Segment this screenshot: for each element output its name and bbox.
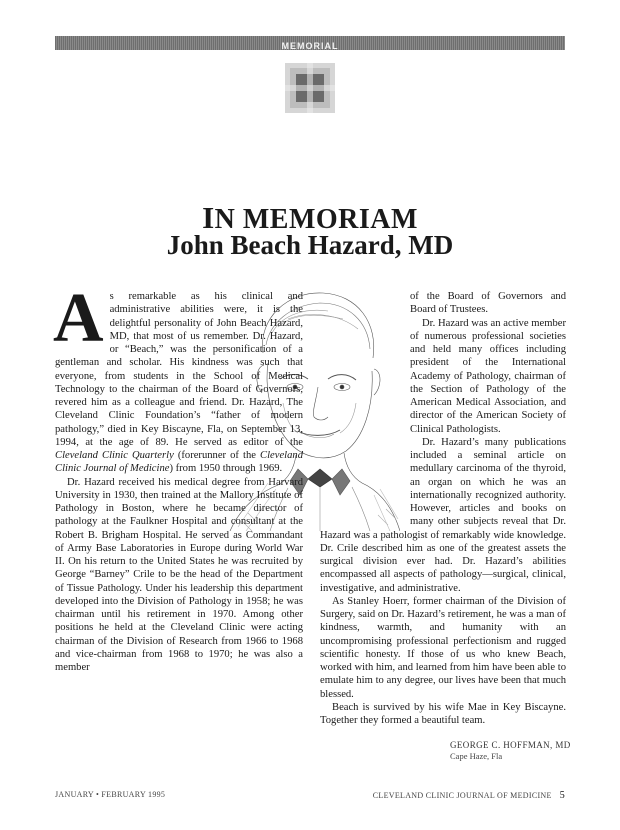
article-paragraph-2: Dr. Hazard received his medical degree from Harvard University in 1930, then trained at the Mallory Institute of Pathology in Boston, where he became director of pathology at the Faulkner Hospital and consultant at the Robert B. Brigham Hospital. He served as Commandant of Army Base Laboratories in Europe during World War II. On his return to the United States he was recruited by George “Barney” Crile to be the head of the Department of Tissue Pathology. Under his leadership this department developed into the Division of Pathology in 1958; he was chairman until his retirement in 1970. Among other positions he held at the Cleveland Clinic were acting chairman of the Division of Research from 1966 to 1968 and vice-chairman from 1968 to 1970; he was also a member (55, 476, 303, 673)
footer-journal: CLEVELAND CLINIC JOURNAL OF MEDICINE 5 (372, 790, 565, 801)
drop-cap: A (53, 280, 104, 357)
page-subtitle: John Beach Hazard, MD (166, 230, 454, 260)
footer-issue-date: JANUARY • FEBRUARY 1995 (55, 790, 166, 799)
article-paragraph-6: Beach is survived by his wife Mae in Key Biscayne. Together they formed a beautiful team. (320, 701, 566, 726)
article-paragraph-3: Dr. Hazard was an active member of numerous professional societies and held many offices including president of the International Academy of Pathology, chairman of the Section of Pathology of the American Medical Association, and director of the American Society of Clinical Pathologists. (410, 317, 566, 435)
article-paragraph-4: Dr. Hazard’s many publications included a seminal article on medullary carcinoma of the thyroid, an organ on which he was an internationally recognized authority. However, articles and books on many other subjects reveal that Dr. Hazard was a pathologist of remarkably wide knowledge. Dr. Crile described him as one of the greatest assets the surgical division ever had. Dr. Hazard’s abilities encompassed all aspects of pathology—surgical, clinical, investigative, and administrative. (320, 436, 566, 594)
author-location: Cape Haze, Fla (450, 751, 503, 761)
article-column-right (320, 290, 566, 727)
page-number: 5 (559, 790, 565, 801)
author-name: GEORGE C. HOFFMAN, MD (450, 740, 571, 750)
page-title: IN MEMORIAM (202, 200, 418, 235)
portrait-wrap-space (244, 290, 404, 528)
memorial-emblem (285, 63, 335, 113)
article-paragraph-1: As remarkable as his clinical and administrative abilities were, it is the delightful personality of John Beach Hazard, MD, that most of us remember. Dr. Hazard, or “Beach,” was the personification of a gentleman and scholar. His kindness was such that everyone, from students in the School of Medical Technology to the chairman of the Board of Governors, revered him as a colleague and friend. Dr. Hazard, The Cleveland Clinic Foundation’s “father of modern pathology,” died in Key Biscayne, Fla, on September 13, 1994, at the age of 89. He served as editor of the Cleveland Clinic Quarterly (forerunner of the Cleveland Clinic Journal of Medicine) from 1950 through 1969. (53, 280, 303, 475)
article-paragraph-5: As Stanley Hoerr, former chairman of the Division of Surgery, said on Dr. Hazard’s retirement, he was a man of kindness, warmth, and humanity with an uncompromising professional perfectionism and rugged scientific honesty. If those of us who knew Beach, worked with him, and learned from him have been able to emulate him to any degree, our lives have been that much blessed. (320, 595, 566, 700)
author-signature (450, 740, 571, 761)
article-paragraph-2-continued: of the Board of Governors and Board of Trustees. (410, 291, 566, 316)
banner-label: MEMORIAL (281, 41, 339, 51)
section-banner (55, 36, 565, 50)
